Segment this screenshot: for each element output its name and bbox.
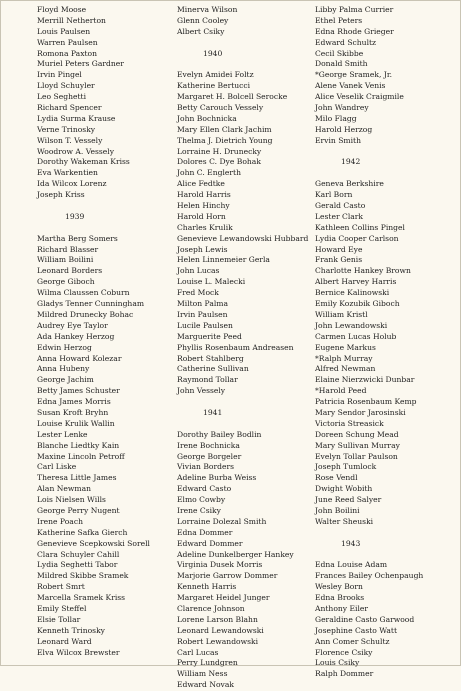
name-entry: Elaine Nierzwicki Dunbar [315, 375, 415, 385]
name-entry: Perry Lundgren [177, 658, 238, 668]
name-entry: Libby Palma Currier [315, 5, 394, 14]
name-entry: Charlotte Hankey Brown [315, 266, 411, 276]
name-entry: Gladys Tenner Cunningham [37, 299, 145, 309]
name-entry: Emily Kozubik Giboch [315, 299, 400, 309]
name-entry: George Giboch [37, 277, 95, 287]
name-entry: Phyllis Rosenbaum Andreasen [177, 342, 294, 352]
name-entry: Louise Krulik Wallin [37, 418, 115, 428]
name-entry: Merrill Netherton [37, 15, 106, 25]
name-entry: Frank Genis [315, 255, 363, 265]
name-entry: Dwight Wobith [315, 484, 373, 494]
name-entry: Martha Berg Somers [37, 233, 118, 243]
name-entry: Josephine Casto Watt [315, 625, 398, 635]
name-entry: Leonard Lewandowski [177, 625, 264, 635]
name-entry: Lois Nielsen Wills [37, 495, 106, 505]
name-entry: William Kristl [315, 309, 368, 319]
name-entry: John C. Englerth [177, 168, 241, 178]
name-entry: Helen Hinchy [177, 201, 230, 211]
name-entry: William Boilini [37, 255, 94, 265]
name-entry: Emily Steffel [37, 603, 87, 613]
name-entry: Florence Csiky [315, 647, 373, 657]
name-entry: Robert Stahlberg [177, 353, 244, 363]
name-entry: Woodrow A. Vessely [37, 146, 115, 156]
name-entry: Clarence Johnson [177, 603, 245, 613]
name-entry: Edwin Herzog [37, 342, 92, 352]
name-entry: Alice Veselik Craigmile [315, 92, 404, 102]
name-entry: Katherine Safka Gierch [37, 527, 128, 537]
name-entry: Vivian Borders [177, 462, 234, 472]
name-entry: Edna Rhode Grieger [315, 26, 394, 36]
class-year-heading: 1940 [203, 48, 223, 58]
name-entry: George Perry Nugent [37, 505, 120, 515]
name-entry: Geraldine Casto Garwood [315, 614, 415, 624]
name-entry: Edward Casto [177, 484, 232, 494]
name-entry: Cecil Skibbe [315, 48, 364, 58]
spacer [315, 168, 459, 179]
name-entry: Alan Newman [37, 484, 92, 494]
name-entry: Charles Krulik [177, 222, 233, 232]
name-entry: Lydia Cooper Carlson [315, 233, 399, 243]
name-entry: Clara Schuyler Cahill [37, 549, 120, 559]
name-entry: Lorraine Dolezal Smith [177, 516, 267, 526]
name-entry: Ervin Smith [315, 135, 361, 145]
name-entry: George Borgeler [177, 451, 242, 461]
name-entry: Lydia Surma Krause [37, 113, 116, 123]
name-entry: Wilson T. Vessely [37, 135, 103, 145]
spacer [315, 147, 459, 158]
name-entry: Milo Flagg [315, 113, 357, 123]
name-entry: Karl Born [315, 190, 353, 200]
name-entry: Anthony Eiler [315, 603, 369, 613]
name-entry: Adeline Burba Weiss [177, 473, 257, 483]
name-entry: June Reed Salyer [315, 495, 382, 505]
name-entry: Virginia Dusek Morris [177, 560, 263, 570]
name-entry: Gerald Casto [315, 201, 366, 211]
name-entry: John Bochnicka [177, 113, 237, 123]
name-entry: *Harold Peed [315, 386, 367, 396]
name-entry: Anna Howard Kolezar [37, 353, 122, 363]
name-entry: Wilma Claussen Coburn [37, 288, 130, 298]
name-entry: George Jachim [37, 375, 94, 385]
name-entry: Kenneth Harris [177, 582, 237, 592]
name-entry: John Lucas [177, 266, 220, 276]
name-entry: Patricia Rosenbaum Kemp [315, 397, 417, 407]
name-entry: Lorraine H. Drunecky [177, 146, 262, 156]
name-entry: Susan Kroft Bryhn [37, 407, 109, 417]
name-entry: Carl Liske [37, 462, 77, 472]
name-entry: Eugene Markus [315, 342, 376, 352]
name-entry: *George Sramek, Jr. [315, 70, 393, 80]
name-entry: Anna Hubeny [37, 364, 90, 374]
name-entry: Marcella Sramek Kriss [37, 593, 126, 603]
name-entry: Harold Herzog [315, 124, 373, 134]
name-entry: Warren Paulsen [37, 37, 98, 47]
name-entry: Edna Dommer [177, 527, 233, 537]
name-entry: Audrey Eye Taylor [37, 320, 108, 330]
name-entry: Genevieve Scepkowski Sorell [37, 538, 150, 548]
spacer [177, 419, 307, 430]
name-entry: Muriel Peters Gardner [37, 59, 124, 69]
name-entry: Howard Eye [315, 244, 363, 254]
name-entry: Genevieve Lewandowski Hubbard [177, 233, 309, 243]
name-entry: Alfred Newman [315, 364, 376, 374]
name-entry: *Ralph Murray [315, 353, 373, 363]
name-entry: Ethel Peters [315, 15, 363, 25]
name-entry: Romona Paxton [37, 48, 97, 58]
name-entry: Frances Bailey Ochenpaugh [315, 571, 424, 581]
name-entry: Lucile Paulsen [177, 320, 233, 330]
name-entry: Maxine Lincoln Petroff [37, 451, 125, 461]
name-entry: Robert Smrt [37, 582, 85, 592]
name-entry: Edna Brooks [315, 593, 365, 603]
name-entry: Elsie Tollar [37, 614, 81, 624]
name-entry: Richard Blasser [37, 244, 99, 254]
name-entry: Robert Lewandowski [177, 636, 259, 646]
name-entry: Albert Harvey Harris [315, 277, 397, 287]
name-entry: Elmo Cowby [177, 495, 226, 505]
name-entry: Victoria Streasick [315, 418, 384, 428]
name-entry: Edward Dommer [177, 538, 243, 548]
name-entry: Mary Sullivan Murray [315, 440, 400, 450]
name-entry: John Wandrey [315, 103, 369, 113]
name-entry: Blanche Liedtky Kain [37, 440, 120, 450]
name-entry: Mary Sendor Jarosinski [315, 407, 406, 417]
name-entry: Rose Vendl [315, 473, 358, 483]
spacer [177, 38, 307, 49]
name-entry: Bernice Kalinowski [315, 288, 390, 298]
name-entry: Irene Csiky [177, 505, 221, 515]
name-entry: Alice Fedtke [177, 179, 225, 189]
name-entry: Richard Spencer [37, 103, 102, 113]
name-entry: Irvin Pingel [37, 70, 82, 80]
name-entry: Louis Paulsen [37, 26, 91, 36]
name-entry: Joseph Tumlock [315, 462, 377, 472]
name-entry: William Ness [177, 669, 228, 679]
name-entry: Louis Csiky [315, 658, 360, 668]
spacer [315, 528, 459, 539]
class-year-heading: 1943 [341, 538, 361, 548]
name-entry: Louise L. Malecki [177, 277, 246, 287]
name-entry: Ann Comer Schultz [315, 636, 390, 646]
name-entry: Walter Sheuski [315, 516, 374, 526]
name-entry: Lloyd Schuyler [37, 81, 95, 91]
name-entry: Betty James Schuster [37, 386, 120, 396]
name-entry: Thelma J. Dietrich Young [177, 135, 273, 145]
name-entry: John Vessely [177, 386, 226, 396]
name-entry: John Boilini [315, 505, 360, 515]
name-entry: Adeline Dunkelberger Hankey [177, 549, 294, 559]
name-entry: Albert Csiky [177, 26, 225, 36]
name-entry: Evelyn Amidei Foltz [177, 70, 254, 80]
name-entry: Evelyn Tollar Paulson [315, 451, 398, 461]
name-entry: Elva Wilcox Brewster [37, 647, 120, 657]
name-entry: Harold Horn [177, 211, 226, 221]
name-entry: Eva Warkentien [37, 168, 98, 178]
name-entry: Edward Schultz [315, 37, 377, 47]
column-1 [37, 5, 167, 658]
name-entry: Lester Lenke [37, 429, 88, 439]
column-2 [177, 5, 307, 691]
class-year-heading: 1941 [203, 407, 223, 417]
name-entry: Leonard Ward [37, 636, 92, 646]
name-entry: Donald Smith [315, 59, 368, 69]
name-entry: Alene Vanek Venis [315, 81, 386, 91]
name-entry: Harold Harris [177, 190, 231, 200]
name-entry: Glenn Cooley [177, 15, 229, 25]
column-3 [315, 5, 459, 680]
name-entry: Irene Poach [37, 516, 83, 526]
name-entry: Lorene Larson Blahn [177, 614, 258, 624]
name-entry: Raymond Tollar [177, 375, 238, 385]
name-entry: Minerva Wilson [177, 5, 238, 14]
name-entry: Doreen Schung Mead [315, 429, 399, 439]
spacer [315, 550, 459, 561]
class-year-heading: 1942 [341, 157, 361, 167]
class-year-heading: 1939 [65, 211, 85, 221]
name-entry: Margaret Heidel Junger [177, 593, 270, 603]
name-entry: Milton Palma [177, 299, 229, 309]
name-entry: Theresa Little James [37, 473, 117, 483]
name-entry: John Lewandowski [315, 320, 388, 330]
name-entry: Lester Clark [315, 211, 364, 221]
name-entry: Geneva Berkshire [315, 179, 384, 189]
name-entry: Catherine Sullivan [177, 364, 249, 374]
name-entry: Joseph Lewis [177, 244, 228, 254]
name-entry: Floyd Moose [37, 5, 87, 14]
spacer [37, 201, 167, 212]
name-entry: Dorothy Bailey Bodlin [177, 429, 262, 439]
name-entry: Carl Lucas [177, 647, 219, 657]
name-entry: Edna Louise Adam [315, 560, 388, 570]
name-entry: Lydia Seghetti Tabor [37, 560, 118, 570]
name-entry: Leo Seghetti [37, 92, 86, 102]
name-entry: Kenneth Trinosky [37, 625, 105, 635]
name-entry: Leonard Borders [37, 266, 103, 276]
name-entry: Dolores C. Dye Bohak [177, 157, 261, 167]
name-entry: Mildred Skibbe Sramek [37, 571, 129, 581]
name-entry: Carmen Lucas Holub [315, 331, 397, 341]
name-entry: Verne Trinosky [37, 124, 96, 134]
name-entry: Edna James Morris [37, 397, 111, 407]
name-entry: Marguerite Peed [177, 331, 242, 341]
name-entry: Dorothy Wakeman Kriss [37, 157, 130, 167]
name-entry: Ada Hankey Herzog [37, 331, 115, 341]
name-entry: Ida Wilcox Lorenz [37, 179, 107, 189]
name-entry: Wesley Born [315, 582, 363, 592]
name-entry: Irvin Paulsen [177, 309, 228, 319]
name-entry: Irene Bochnicka [177, 440, 240, 450]
name-entry: Ralph Dommer [315, 669, 374, 679]
name-entry: Marjorie Garrow Dommer [177, 571, 278, 581]
name-entry: Margaret H. Bolcell Serocke [177, 92, 288, 102]
name-entry: Mildred Drunecky Bohac [37, 309, 134, 319]
name-entry: Mary Ellen Clark Jachim [177, 124, 272, 134]
name-entry: Joseph Kriss [37, 190, 85, 200]
name-entry: Fred Mock [177, 288, 219, 298]
name-entry: Kathleen Collins Pingel [315, 222, 405, 232]
spacer [177, 397, 307, 408]
name-entry: Helen Linnemeier Gerla [177, 255, 270, 265]
spacer [177, 59, 307, 70]
name-entry: Betty Carouch Vessely [177, 103, 264, 113]
name-entry: Edward Novak [177, 680, 234, 690]
name-entry: Katherine Bertucci [177, 81, 251, 91]
spacer [37, 223, 167, 234]
